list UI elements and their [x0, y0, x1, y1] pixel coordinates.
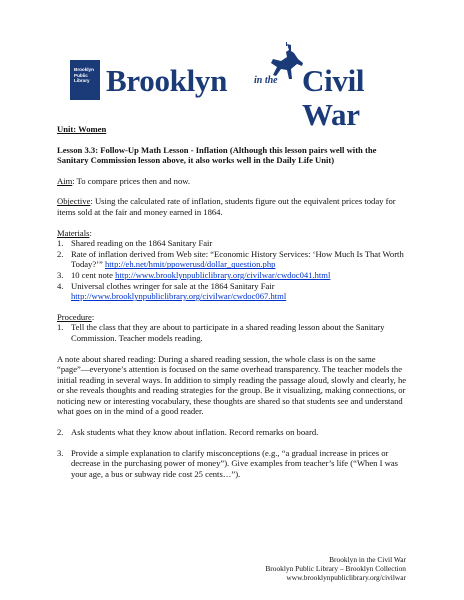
materials-item: 1. Shared reading on the 1864 Sanitary Fair [57, 238, 213, 249]
materials-item: 3. 10 cent note http://www.brooklynpubliclibrary.org/civilwar/cwdoc041.html [57, 269, 331, 280]
procedure-step: 1. Tell the class that they are about to participate in a shared reading lesson about the Sanitary Commission. Teacher models reading. [57, 322, 385, 343]
logo-line-3: Library [74, 78, 90, 84]
clothes-wringer-link[interactable]: http://www.brooklynpubliclibrary.org/civilwar/cwdoc067.html [71, 291, 287, 302]
footer-line-2: Brooklyn Public Library – Brooklyn Collection [265, 564, 406, 573]
lesson-title: Lesson 3.3: Follow-Up Math Lesson - Inflation (Although this lesson pairs well with the Sanitary Commission lesson above, it also works well in the Daily Life Unit) [57, 144, 377, 166]
economic-history-link[interactable]: http://eh.net/hmit/ppowerusd/dollar_question.php [105, 259, 276, 270]
shared-reading-note: A note about shared reading: During a shared reading session, the whole class is on the same “page”—everyone’s attention is focused on the same overhead transparency. The teacher models the initial reading in several ways. In addition to simply reading the passage aloud, slowly and clearly, he or she reveals thoughts and reading strategies for the group. Be it visualizing, making connections, or noticing new or interesting vocabulary, these thoughts are shared so that students see and understand what goes on in the mind of a good reader. [57, 353, 407, 417]
aim-text: : To compare prices then and now. [72, 175, 191, 186]
library-logo [70, 60, 100, 100]
ten-cent-note-link[interactable]: http://www.brooklynpubliclibrary.org/civilwar/cwdoc041.html [115, 269, 331, 280]
banner-title-civil-war: Civil War [302, 63, 365, 132]
objective-text: : Using the calculated rate of inflation, students figure out the equivalent prices today for items sold at the fair and money earned in 1864. [57, 196, 396, 217]
banner-title-in-the: in the [254, 75, 278, 86]
footer-line-3: www.brooklynpubliclibrary.org/civilwar [286, 573, 406, 582]
materials-item: 4. Universal clothes wringer for sale at the 1864 Sanitary Fair http://www.brooklynpubliclibrary.org/civilwar/cwdoc067.html [57, 280, 287, 302]
page-footer [146, 555, 406, 582]
lesson-content [57, 124, 409, 479]
materials-list [57, 238, 409, 302]
logo-line-1: Brooklyn [74, 67, 94, 72]
aim-label: Aim [57, 175, 73, 186]
materials-item: 2. Rate of inflation derived from Web site: “Economic History Services: ‘How Much Is That Worth Today?’” http://eh.net/hmit/ppowerusd/dollar_question.php [57, 248, 404, 270]
procedure-step: 3. Provide a simple explanation to clarify misconceptions (e.g., “a gradual increase in prices or decrease in the purchasing power of money”). Give examples from teacher’s life (“When I was your age, a bus or subway ride cost 25 cents…”). [57, 447, 398, 479]
banner-title-brooklyn: Brooklyn [106, 63, 228, 98]
logo-line-2: Public [74, 72, 88, 78]
footer-line-1: Brooklyn in the Civil War [329, 555, 406, 564]
objective-label: Objective [57, 196, 91, 207]
procedure-heading: Procedure: [57, 311, 95, 322]
unit-heading: Unit: Women [57, 124, 107, 134]
aim-paragraph [57, 176, 409, 187]
objective-paragraph [57, 196, 409, 217]
procedure-step: 2. Ask students what they know about inflation. Record remarks on board. [57, 427, 319, 438]
materials-heading: Materials: [57, 227, 92, 238]
